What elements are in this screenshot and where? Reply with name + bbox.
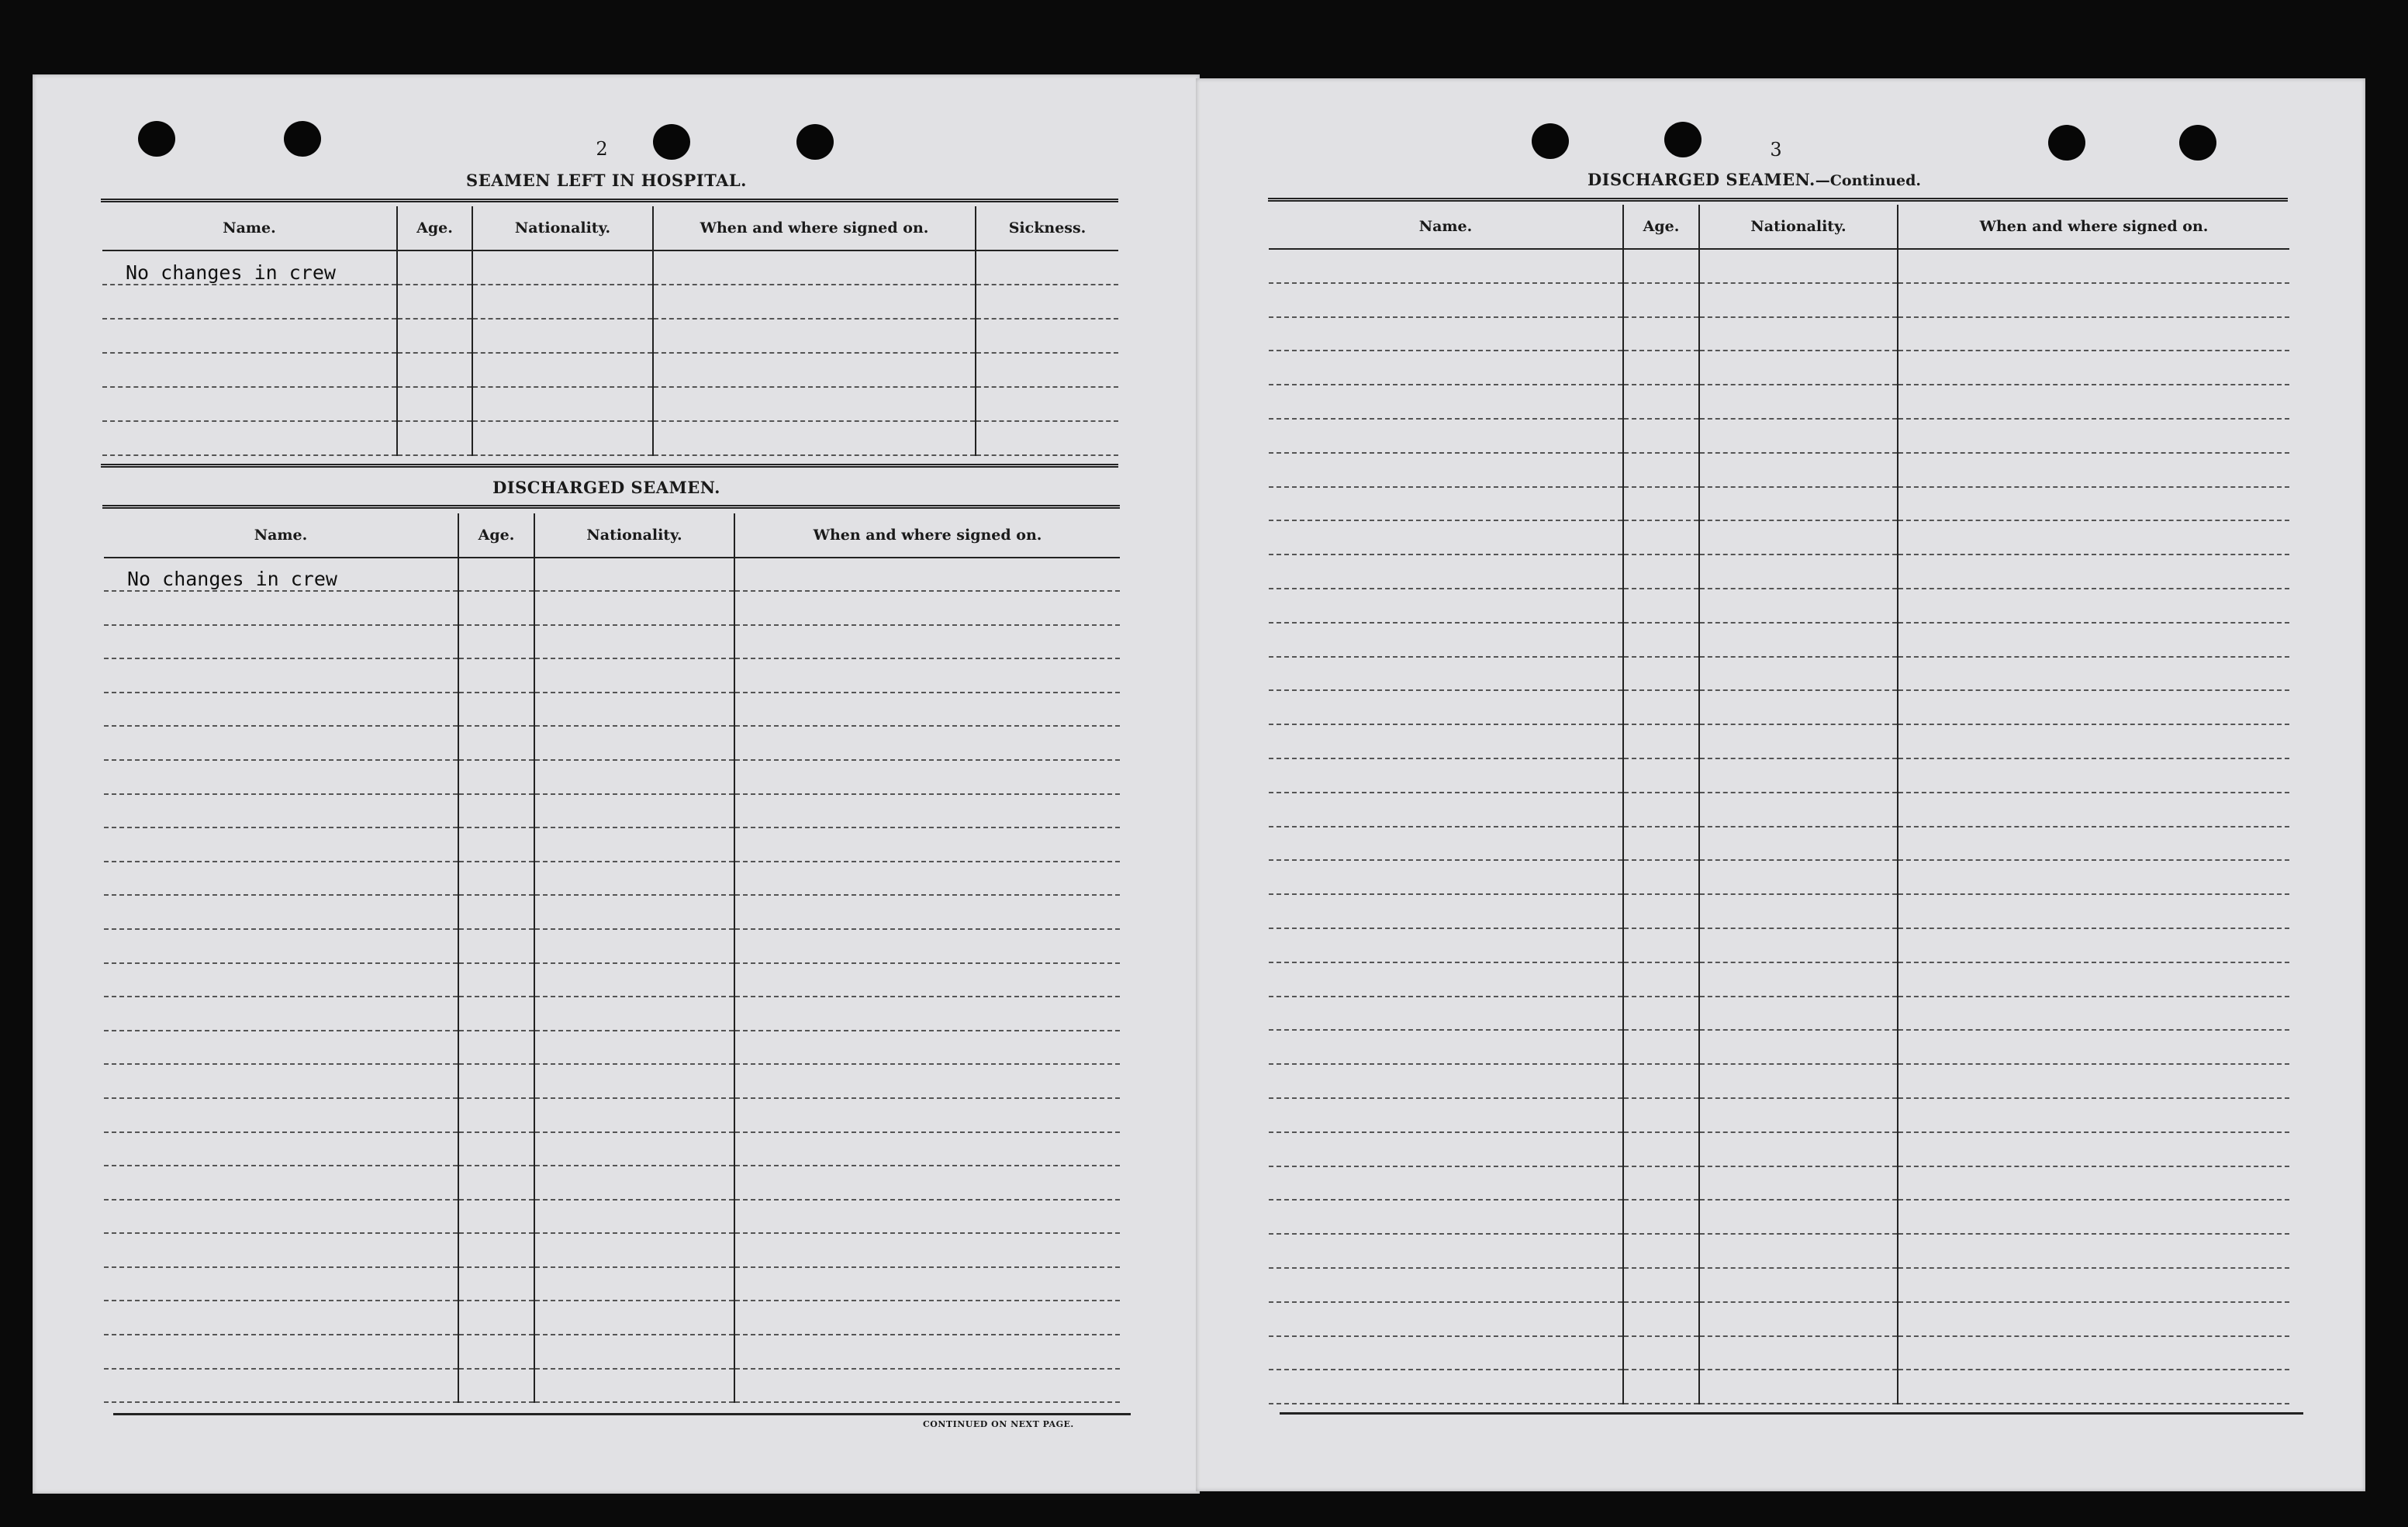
col-age: Age.: [458, 513, 534, 558]
table-row: [1269, 351, 2289, 385]
col-signed-on: When and where signed on.: [653, 206, 976, 250]
table-row: [1269, 997, 2289, 1031]
hospital-section-title: SEAMEN LEFT IN HOSPITAL.: [466, 171, 747, 190]
table-row: [1269, 1336, 2289, 1370]
table-row: [104, 1335, 1120, 1369]
table-row: [1269, 724, 2289, 758]
table-row: [1269, 1302, 2289, 1336]
table-row: [102, 319, 1118, 353]
title-continued: —Continued.: [1815, 172, 1922, 189]
table-row: [1269, 1030, 2289, 1064]
table-row: [104, 1166, 1120, 1200]
table-row: [104, 591, 1120, 625]
discharged-section-title: DISCHARGED SEAMEN.: [492, 478, 720, 497]
table-row: [1269, 453, 2289, 487]
binder-hole: [1532, 123, 1569, 159]
table-row: [104, 1031, 1120, 1065]
table-row: [1269, 554, 2289, 589]
continued-note: CONTINUED ON NEXT PAGE.: [923, 1419, 1074, 1429]
table-row: [102, 421, 1118, 455]
col-signed-on: When and where signed on.: [734, 513, 1120, 558]
binder-hole: [2179, 125, 2216, 161]
page-number: 2: [596, 138, 608, 160]
table-row: [1269, 1166, 2289, 1201]
table-row: [1269, 1200, 2289, 1234]
discharged-top-rule: [102, 505, 1120, 509]
col-nationality: Nationality.: [534, 513, 734, 558]
table-row: [1269, 249, 2289, 283]
table-row: [104, 1233, 1120, 1267]
page-number: 3: [1770, 139, 1782, 161]
table-row: [1269, 690, 2289, 724]
table-row: [102, 353, 1118, 387]
table-row: [104, 929, 1120, 963]
table-row: [1269, 657, 2289, 691]
entry-name: No changes in crew: [104, 558, 458, 591]
table-row: [1269, 962, 2289, 997]
table-row: [1269, 827, 2289, 861]
table-row: [1269, 623, 2289, 657]
col-age: Age.: [397, 206, 472, 250]
hospital-top-rule: [101, 199, 1118, 202]
table-row: [104, 558, 1120, 591]
table-row: [1269, 793, 2289, 827]
entry-name: No changes in crew: [102, 250, 397, 285]
col-nationality: Nationality.: [1699, 205, 1898, 249]
table-row: [1269, 1370, 2289, 1404]
discharged-table: [104, 513, 1120, 1403]
col-sickness: Sickness.: [976, 206, 1118, 250]
table-row: [1269, 385, 2289, 419]
table-row: [104, 963, 1120, 997]
table-row: [104, 1098, 1120, 1132]
binder-hole: [796, 124, 834, 160]
hospital-table: [102, 206, 1118, 456]
binder-hole: [1664, 122, 1701, 157]
table-row: [1269, 589, 2289, 623]
table-row: [102, 387, 1118, 421]
table-row: [1269, 1098, 2289, 1132]
table-row: [102, 285, 1118, 319]
binder-hole: [653, 124, 690, 160]
table-row: [104, 1369, 1120, 1403]
right-page: [1196, 78, 2365, 1491]
table-row: [104, 997, 1120, 1031]
table-row: [104, 693, 1120, 727]
right-top-rule: [1268, 198, 2288, 202]
hospital-bottom-rule: [101, 464, 1118, 468]
discharged-continued-title: [1537, 170, 1971, 189]
table-row: [1269, 1268, 2289, 1302]
table-row: [1269, 758, 2289, 793]
table-row: [104, 760, 1120, 794]
table-row: [104, 794, 1120, 828]
col-age: Age.: [1623, 205, 1699, 249]
table-row: [1269, 1132, 2289, 1166]
table-row: [104, 625, 1120, 659]
table-row: [104, 1132, 1120, 1166]
table-row: [104, 1267, 1120, 1301]
table-row: [1269, 317, 2289, 351]
right-bottom-rule: [1280, 1412, 2303, 1415]
binder-hole: [138, 121, 175, 157]
discharged-bottom-rule: [113, 1413, 1131, 1415]
table-row: [1269, 1064, 2289, 1098]
discharged-continued-table: [1269, 205, 2289, 1404]
table-row: [1269, 487, 2289, 521]
table-row: [104, 895, 1120, 929]
table-row: [104, 827, 1120, 862]
col-name: Name.: [102, 206, 397, 250]
table-row: [104, 1064, 1120, 1098]
title-main: DISCHARGED SEAMEN.: [1587, 170, 1816, 189]
col-nationality: Nationality.: [472, 206, 653, 250]
col-name: Name.: [104, 513, 458, 558]
table-row: [1269, 419, 2289, 453]
table-row: [1269, 520, 2289, 554]
table-row: [104, 726, 1120, 760]
binder-hole: [284, 121, 321, 157]
table-row: [104, 862, 1120, 896]
binder-hole: [2048, 125, 2085, 161]
table-row: [1269, 894, 2289, 928]
table-row: [1269, 1234, 2289, 1268]
table-row: [104, 1301, 1120, 1335]
table-row: [102, 250, 1118, 285]
left-page: [33, 74, 1200, 1494]
col-signed-on: When and where signed on.: [1898, 205, 2289, 249]
table-row: [104, 658, 1120, 693]
table-row: [1269, 860, 2289, 894]
table-row: [104, 1200, 1120, 1234]
col-name: Name.: [1269, 205, 1623, 249]
table-row: [1269, 283, 2289, 317]
table-row: [1269, 928, 2289, 962]
